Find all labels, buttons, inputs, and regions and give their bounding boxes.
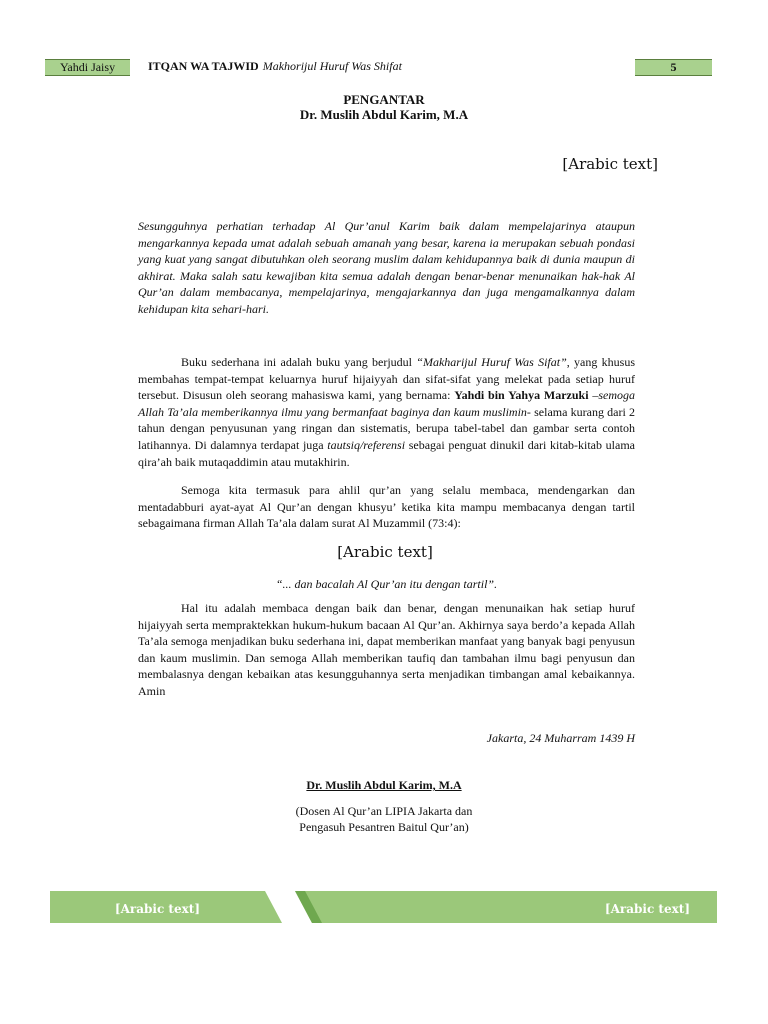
- paragraph-3: Hal itu adalah membaca dengan baik dan benar, dengan menunaikan hak setiap huruf hijaiyyah serta mempraktekkan hukum-hukum bacaan Al Qur’an. Akhirnya saya berdo’a kepada Allah Ta’ala semoga menjadikan buku sederhana ini, dapat memberikan manfaat yang banyak bagi penyusun dan kaum muslimin. Dan semoga Allah memberikan taufiq dan tambahan ilmu bagi penyusun dan membalasnya dengan kebaikan atas kesungguhannya serta menjadikan timbangan amal kebaikannya. Amin: [138, 601, 635, 698]
- paragraph-1: [138, 354, 635, 470]
- date-line: Jakarta, 24 Muharram 1439 H: [486, 731, 635, 745]
- arabic-opening: [Arabic text]: [562, 155, 658, 173]
- intro-paragraph: Sesungguhnya perhatian terhadap Al Qur’anul Karim baik dalam mempelajarinya ataupun mengarkannya kepada umat adalah sebuah amanah yang besar, karena ia merupakan sebuah pondasi yang kuat yang sangat dibutuhkan oleh seorang muslim dalam kehidupannya baik di dunia maupun di akhirat. Maka salah satu kewajiban kita semua adalah dengan benar-benar menunaikan hak-hak Al Qur’an dalam membacanya, mempelajarinya, mengajarkannya dan juga mengamalkannya dalam kehidupan kita sehari-hari.: [138, 219, 635, 316]
- header-author: Yahdi Jaisy: [45, 59, 130, 76]
- header-subtitle: Makhorijul Huruf Was Shifat: [262, 59, 402, 73]
- affiliation-line-1: (Dosen Al Qur’an LIPIA Jakarta dan: [295, 804, 473, 818]
- header-book-title: ITQAN WA TAJWID: [148, 59, 259, 73]
- p1-tautsiq: tautsiq/referensi: [327, 437, 406, 452]
- signature-name: Dr. Muslih Abdul Karim, M.A: [306, 778, 462, 792]
- p1-book-title: “Makharijul Huruf Was Sifat”: [416, 355, 567, 369]
- verse-translation: “... dan bacalah Al Qur’an itu dengan tartil”.: [275, 577, 498, 591]
- p1-text-h: sebagai penguat dinukil dari kitab-kitab ulama qira’ah baik mutaqaddimin atau mutakhirin.: [138, 437, 635, 469]
- p1-text-c: , yang khusus membahas tempat-tempat keluarnya huruf hijaiyyah dan sifat-sifat yang melekat pada setiap huruf tersebut. Disusun oleh seorang mahasiswa kami, yang bernama:: [138, 355, 635, 403]
- p1-text-a: Buku sederhana ini adalah buku yang berjudul: [181, 355, 417, 369]
- arabic-verse: [Arabic text]: [337, 543, 433, 561]
- footer-source: [Arabic text]: [114, 902, 200, 916]
- page-number: 5: [635, 59, 712, 76]
- p1-prayer: –semoga Allah Ta’ala memberikannya ilmu yang bermanfaat baginya dan kaum muslimin-: [138, 388, 635, 419]
- p1-author-name: Yahdi bin Yahya Marzuki: [454, 388, 589, 403]
- affiliation-line-2: Pengasuh Pesantren Baitul Qur’an): [299, 820, 469, 834]
- heading-author: Dr. Muslih Abdul Karim, M.A: [299, 107, 469, 122]
- p1-text-f: selama kurang dari 2 tahun dengan penyusunan yang ringan dan sistematis, berupa tabel-tabel dan gambar serta contoh latihannya. Di dalamnya terdapat juga: [138, 404, 636, 452]
- paragraph-2: Semoga kita termasuk para ahlil qur’an yang selalu membaca, mendengarkan dan mentadabburi ayat-ayat Al Qur’an dengan khusyu’ ketika kita mampu membacanya dengan tartil sebagaimana firman Allah Ta’ala dalam surat Al Muzammil (73:4):: [138, 483, 635, 531]
- page-heading: PENGANTAR: [343, 92, 425, 107]
- header-title: [148, 59, 402, 74]
- footer-hadith: [Arabic text]: [604, 902, 690, 916]
